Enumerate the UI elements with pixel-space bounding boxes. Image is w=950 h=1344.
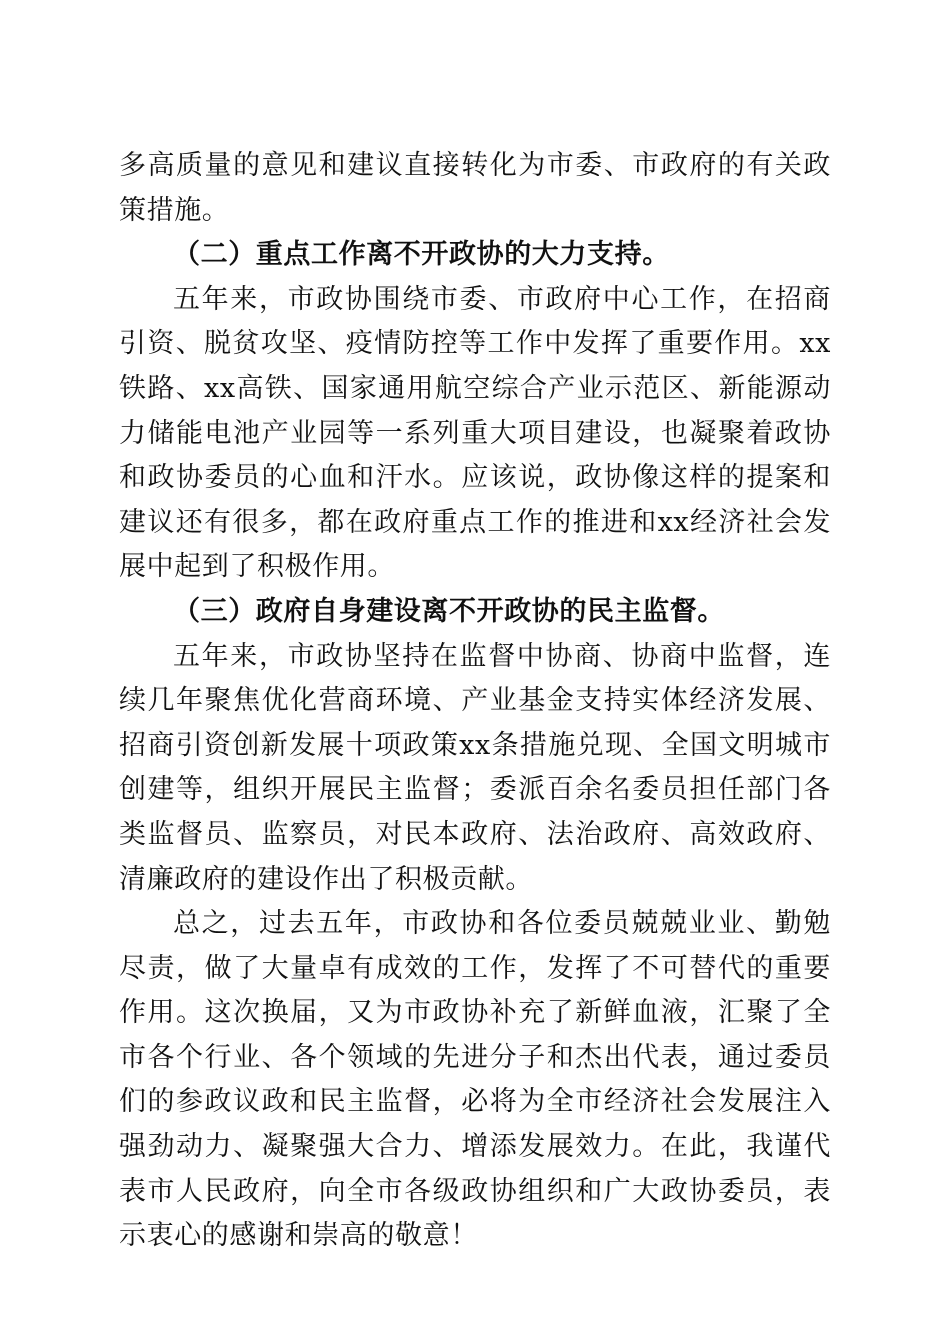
document-body bbox=[119, 144, 831, 1259]
paragraph-key-work: 五年来，市政协围绕市委、市政府中心工作，在招商引资、脱贫攻坚、疫情防控等工作中发挥了重要作用。xx铁路、xx高铁、国家通用航空综合产业示范区、新能源动力储能电池产业园等一系列重大项目建设，也凝聚着政协和政协委员的心血和汗水。应该说，政协像这样的提案和建议还有很多，都在政府重点工作的推进和xx经济社会发展中起到了积极作用。 bbox=[119, 283, 831, 583]
paragraph-conclusion: 总之，过去五年，市政协和各位委员兢兢业业、勤勉尽责，做了大量卓有成效的工作，发挥了不可替代的重要作用。这次换届，又为市政协补充了新鲜血液，汇聚了全市各个行业、各个领域的先进分子和杰出代表，通过委员们的参政议政和民主监督，必将为全市经济社会发展注入强劲动力、凝聚强大合力、增添发展效力。在此，我谨代表市人民政府，向全市各级政协组织和广大政协委员，表示衷心的感谢和崇高的敬意！ bbox=[119, 908, 831, 1252]
paragraph-supervision: 五年来，市政协坚持在监督中协商、协商中监督，连续几年聚焦优化营商环境、产业基金支持实体经济发展、招商引资创新发展十项政策xx条措施兑现、全国文明城市创建等，组织开展民主监督；委派百余名委员担任部门各类监督员、监察员，对民本政府、法治政府、高效政府、清廉政府的建设作出了积极贡献。 bbox=[119, 640, 831, 895]
paragraph-continuation: 多高质量的意见和建议直接转化为市委、市政府的有关政策措施。 bbox=[119, 150, 831, 226]
section-heading-3: （三）政府自身建设离不开政协的民主监督。 bbox=[173, 595, 725, 627]
section-heading-2: （二）重点工作离不开政协的大力支持。 bbox=[173, 239, 670, 271]
